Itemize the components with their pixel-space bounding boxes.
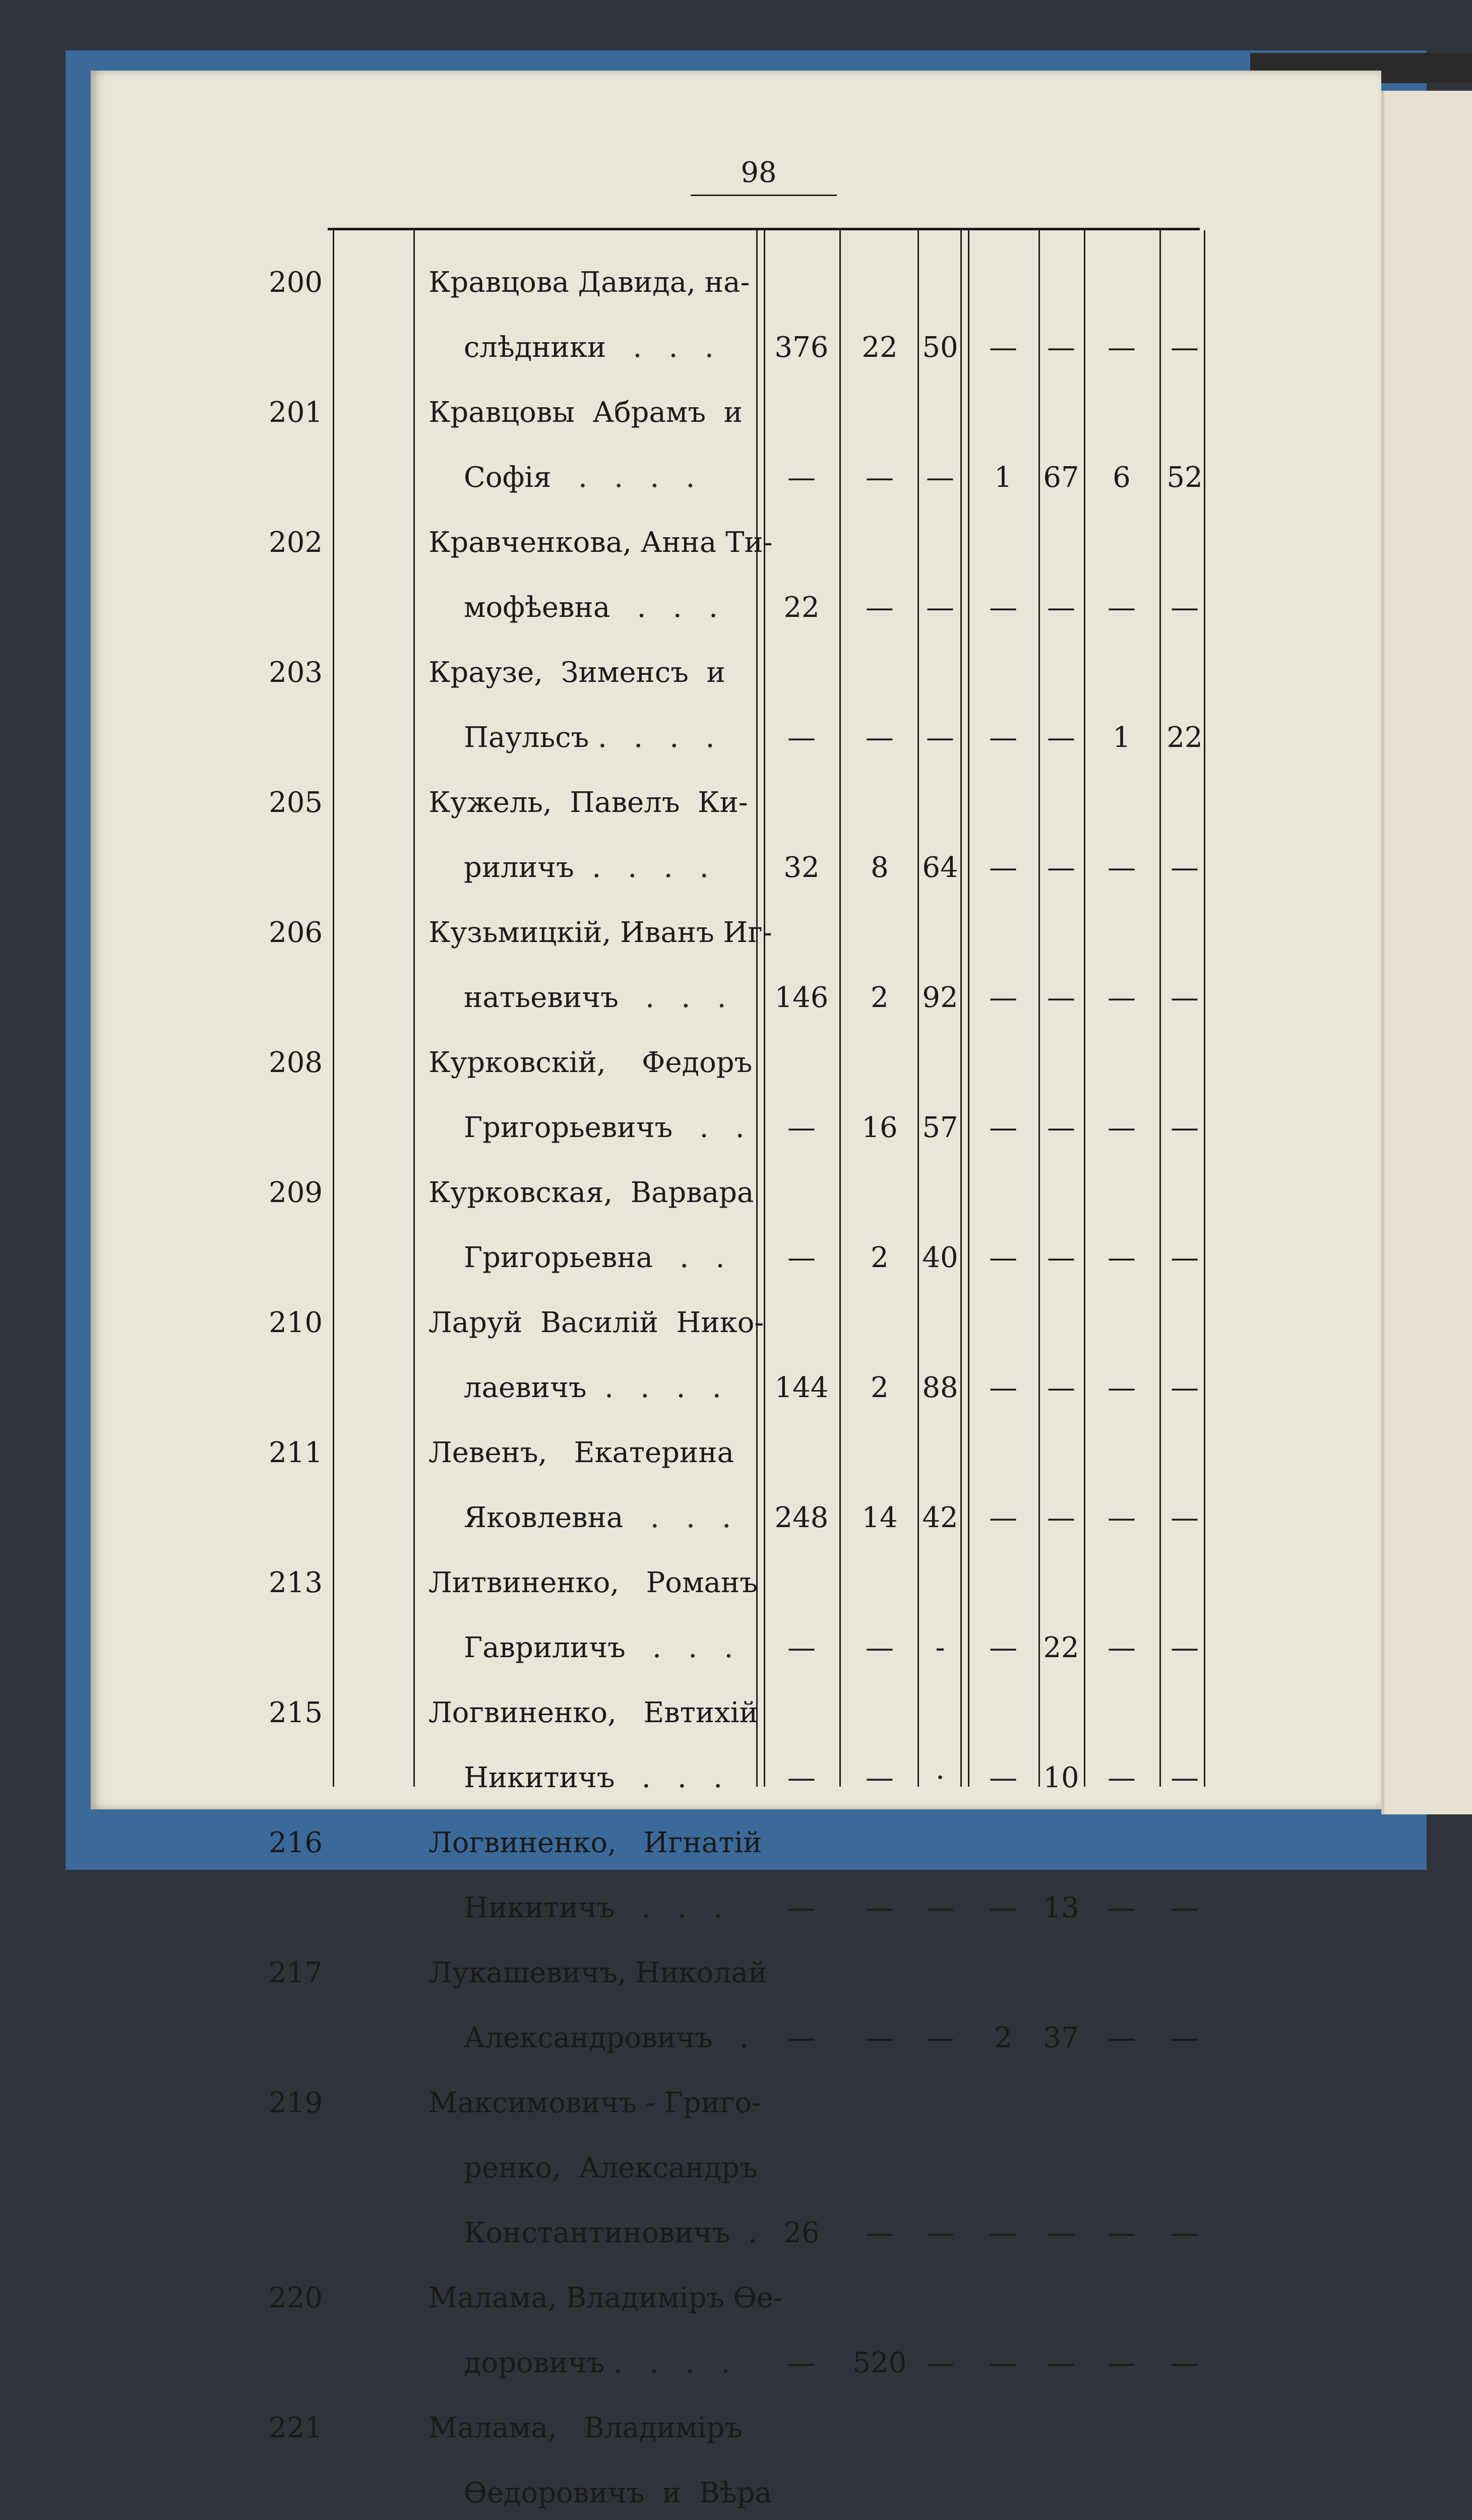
value-cell: — (1171, 1111, 1199, 1144)
entry-name-line: Софія . . . . (464, 461, 695, 494)
value-cell: — (1047, 981, 1075, 1014)
value-cell: 42 (922, 1501, 958, 1534)
value-cell: — (1171, 1371, 1199, 1404)
value-cell: 22 (783, 591, 820, 624)
value-cell: — (1171, 331, 1199, 364)
value-cell: — (787, 2347, 816, 2379)
entry-name-line: Краузе, Зименсъ и (428, 656, 725, 689)
column-line (1084, 230, 1085, 1787)
value-cell: — (989, 591, 1017, 624)
value-cell: — (1108, 2347, 1136, 2379)
value-cell: — (989, 1241, 1017, 1274)
value-cell: — (866, 2217, 894, 2249)
value-cell: — (989, 981, 1017, 1014)
value-cell: — (1047, 331, 1075, 364)
value-cell: 57 (922, 1111, 958, 1144)
entry-name-line: мофѣевна . . . (464, 591, 718, 624)
entry-name-line: Григорьевна . . (464, 1241, 725, 1274)
entry-name-line: Григорьевичъ . . (464, 1111, 745, 1144)
value-cell: — (787, 1111, 816, 1144)
entry-name-line: Кравцовы Абрамъ и (428, 396, 743, 429)
entry-name-line: Гавриличъ . . . (464, 1631, 733, 1664)
value-cell: — (926, 2022, 954, 2054)
value-cell: — (787, 1241, 816, 1274)
value-cell: 8 (871, 851, 889, 884)
value-cell: 2 (871, 1371, 889, 1404)
entry-name-line: натьевичъ . . . (464, 981, 726, 1014)
value-cell: — (787, 1761, 816, 1794)
row-number: 216 (269, 1826, 323, 1859)
value-cell: — (787, 2022, 816, 2054)
value-cell: 26 (783, 2217, 820, 2249)
value-cell: — (989, 2347, 1017, 2379)
value-cell: 10 (1043, 1761, 1079, 1794)
entry-name-line: лаевичъ . . . . (464, 1371, 721, 1404)
column-line (839, 230, 841, 1787)
value-cell: 6 (1113, 461, 1131, 494)
value-cell: 520 (852, 2347, 907, 2379)
entry-name-line: Курковская, Варвара (428, 1176, 754, 1209)
value-cell: — (926, 591, 954, 624)
value-cell: — (989, 721, 1017, 754)
value-cell: 146 (774, 981, 829, 1014)
value-cell: — (989, 2217, 1017, 2249)
entry-name-line: Никитичъ . . . (464, 1892, 723, 1924)
row-number: 210 (269, 1306, 323, 1339)
row-number: 209 (269, 1176, 323, 1209)
value-cell: 40 (922, 1241, 958, 1274)
entry-name-line: Яковлевна . . . (464, 1501, 731, 1534)
value-cell: — (989, 1111, 1017, 1144)
value-cell: — (1108, 851, 1136, 884)
value-cell: 2 (994, 2022, 1012, 2054)
row-number: 221 (269, 2412, 323, 2444)
value-cell: — (1108, 591, 1136, 624)
value-cell: — (989, 1371, 1017, 1404)
value-cell: — (866, 461, 894, 494)
value-cell: 37 (1043, 2022, 1079, 2054)
value-cell: 376 (774, 331, 829, 364)
value-cell: — (989, 1631, 1017, 1664)
value-cell: — (1171, 1501, 1199, 1534)
value-cell: — (1171, 851, 1199, 884)
value-cell: 22 (1043, 1631, 1079, 1664)
row-number: 215 (269, 1696, 323, 1729)
value-cell: — (989, 331, 1017, 364)
value-cell: — (1171, 981, 1199, 1014)
entry-name-line: Логвиненко, Евтихій (428, 1696, 758, 1729)
value-cell: — (866, 1892, 894, 1924)
value-cell: — (926, 2347, 954, 2379)
value-cell: — (1171, 591, 1199, 624)
value-cell: — (1171, 1631, 1199, 1664)
value-cell: — (1108, 2217, 1136, 2249)
value-cell: — (926, 461, 954, 494)
entry-name-line: Константиновичъ . (464, 2217, 757, 2249)
row-number: 211 (269, 1436, 323, 1469)
row-number: 200 (269, 266, 323, 299)
value-cell: — (1171, 1892, 1199, 1924)
value-cell: — (1047, 1501, 1075, 1534)
value-cell: - (935, 1631, 945, 1664)
column-line (968, 230, 969, 1787)
entry-name-line: Александровичъ . (464, 2022, 749, 2054)
value-cell: — (1108, 981, 1136, 1014)
value-cell: — (1047, 1111, 1075, 1144)
row-number: 201 (269, 396, 323, 429)
value-cell: 64 (922, 851, 958, 884)
value-cell: — (1047, 1241, 1075, 1274)
value-cell: 92 (922, 981, 958, 1014)
value-cell: — (787, 461, 816, 494)
value-cell: 32 (783, 851, 820, 884)
entry-name-line: Левенъ, Екатерина (428, 1436, 734, 1469)
value-cell: — (866, 721, 894, 754)
entry-name-line: Кравченкова, Анна Ти- (428, 526, 773, 559)
value-cell: 52 (1167, 461, 1203, 494)
value-cell: — (1108, 1761, 1136, 1794)
value-cell: — (1108, 1371, 1136, 1404)
value-cell: — (1047, 721, 1075, 754)
value-cell: — (866, 1761, 894, 1794)
value-cell: — (1108, 1631, 1136, 1664)
entry-name-line: Ларуй Василій Нико- (428, 1306, 764, 1339)
column-line (1159, 230, 1161, 1787)
value-cell: 1 (994, 461, 1012, 494)
value-cell: — (1108, 1501, 1136, 1534)
entry-name-line: Ѳедоровичъ и Вѣра (464, 2477, 772, 2509)
entry-name-line: Малама, Владиміръ (428, 2412, 743, 2444)
value-cell: — (926, 721, 954, 754)
value-cell: — (989, 851, 1017, 884)
value-cell: 88 (922, 1371, 958, 1404)
entry-name-line: Малама, Владиміръ Ѳе- (428, 2282, 783, 2314)
facing-page-edge (1381, 91, 1472, 1814)
entry-name-line: слѣдники . . . (464, 331, 714, 364)
value-cell: — (1171, 2217, 1199, 2249)
value-cell: — (1108, 1892, 1136, 1924)
value-cell: — (787, 1892, 816, 1924)
column-line (333, 230, 334, 1787)
row-number: 208 (269, 1046, 323, 1079)
value-cell: — (1047, 1371, 1075, 1404)
entry-name-line: Литвиненко, Романъ (428, 1566, 758, 1599)
page-number-rule (691, 195, 837, 196)
entry-name-line: Кужель, Павелъ Ки- (428, 786, 748, 819)
value-cell: 144 (774, 1371, 829, 1404)
value-cell: — (926, 1892, 954, 1924)
value-cell: — (866, 1631, 894, 1664)
entry-name-line: Никитичъ . . . (464, 1761, 723, 1794)
value-cell: — (1108, 331, 1136, 364)
entry-name-line: доровичъ . . . . (464, 2347, 730, 2379)
value-cell: — (866, 2022, 894, 2054)
value-cell: 248 (774, 1501, 829, 1534)
value-cell: — (1108, 1111, 1136, 1144)
value-cell: — (926, 2217, 954, 2249)
value-cell: — (1047, 591, 1075, 624)
value-cell: · (936, 1761, 945, 1794)
value-cell: 14 (862, 1501, 898, 1534)
entry-name-line: ренко, Александръ (464, 2152, 758, 2184)
row-number: 219 (269, 2087, 323, 2119)
value-cell: — (866, 591, 894, 624)
page-number: 98 (741, 156, 777, 189)
value-cell: 2 (871, 1241, 889, 1274)
value-cell: 13 (1043, 1892, 1079, 1924)
entry-name-line: риличъ . . . . (464, 851, 709, 884)
value-cell: — (1108, 2022, 1136, 2054)
row-number: 220 (269, 2282, 323, 2314)
entry-name-line: Лукашевичъ, Николай (428, 1957, 767, 1989)
value-cell: — (989, 1892, 1017, 1924)
value-cell: 16 (862, 1111, 898, 1144)
entry-name-line: Кравцова Давида, на- (428, 266, 750, 299)
row-number: 202 (269, 526, 323, 559)
value-cell: 22 (862, 331, 898, 364)
row-number: 217 (269, 1957, 323, 1989)
value-cell: — (989, 1501, 1017, 1534)
value-cell: — (787, 1631, 816, 1664)
value-cell: — (1108, 1241, 1136, 1274)
value-cell: — (1171, 1761, 1199, 1794)
row-number: 203 (269, 656, 323, 689)
row-number: 213 (269, 1566, 323, 1599)
value-cell: 67 (1043, 461, 1079, 494)
entry-name-line: Курковскій, Федоръ (428, 1046, 753, 1079)
value-cell: 2 (871, 981, 889, 1014)
value-cell: — (1047, 851, 1075, 884)
entry-name-line: Максимовичъ - Григо- (428, 2087, 761, 2119)
value-cell: 1 (1113, 721, 1131, 754)
value-cell: — (1047, 2217, 1075, 2249)
value-cell: — (1171, 1241, 1199, 1274)
column-line (756, 230, 758, 1787)
value-cell: — (989, 1761, 1017, 1794)
row-number: 206 (269, 916, 323, 949)
value-cell: — (787, 721, 816, 754)
entry-name-line: Логвиненко, Игнатій (428, 1826, 762, 1859)
entry-name-line: Кузьмицкій, Иванъ Иг- (428, 916, 772, 949)
value-cell: 22 (1167, 721, 1203, 754)
row-number: 205 (269, 786, 323, 819)
value-cell: 50 (922, 331, 958, 364)
column-line (413, 230, 415, 1787)
value-cell: — (1171, 2022, 1199, 2054)
entry-name-line: Паульсъ . . . . (464, 721, 715, 754)
value-cell: — (1171, 2347, 1199, 2379)
value-cell: — (1047, 2347, 1075, 2379)
